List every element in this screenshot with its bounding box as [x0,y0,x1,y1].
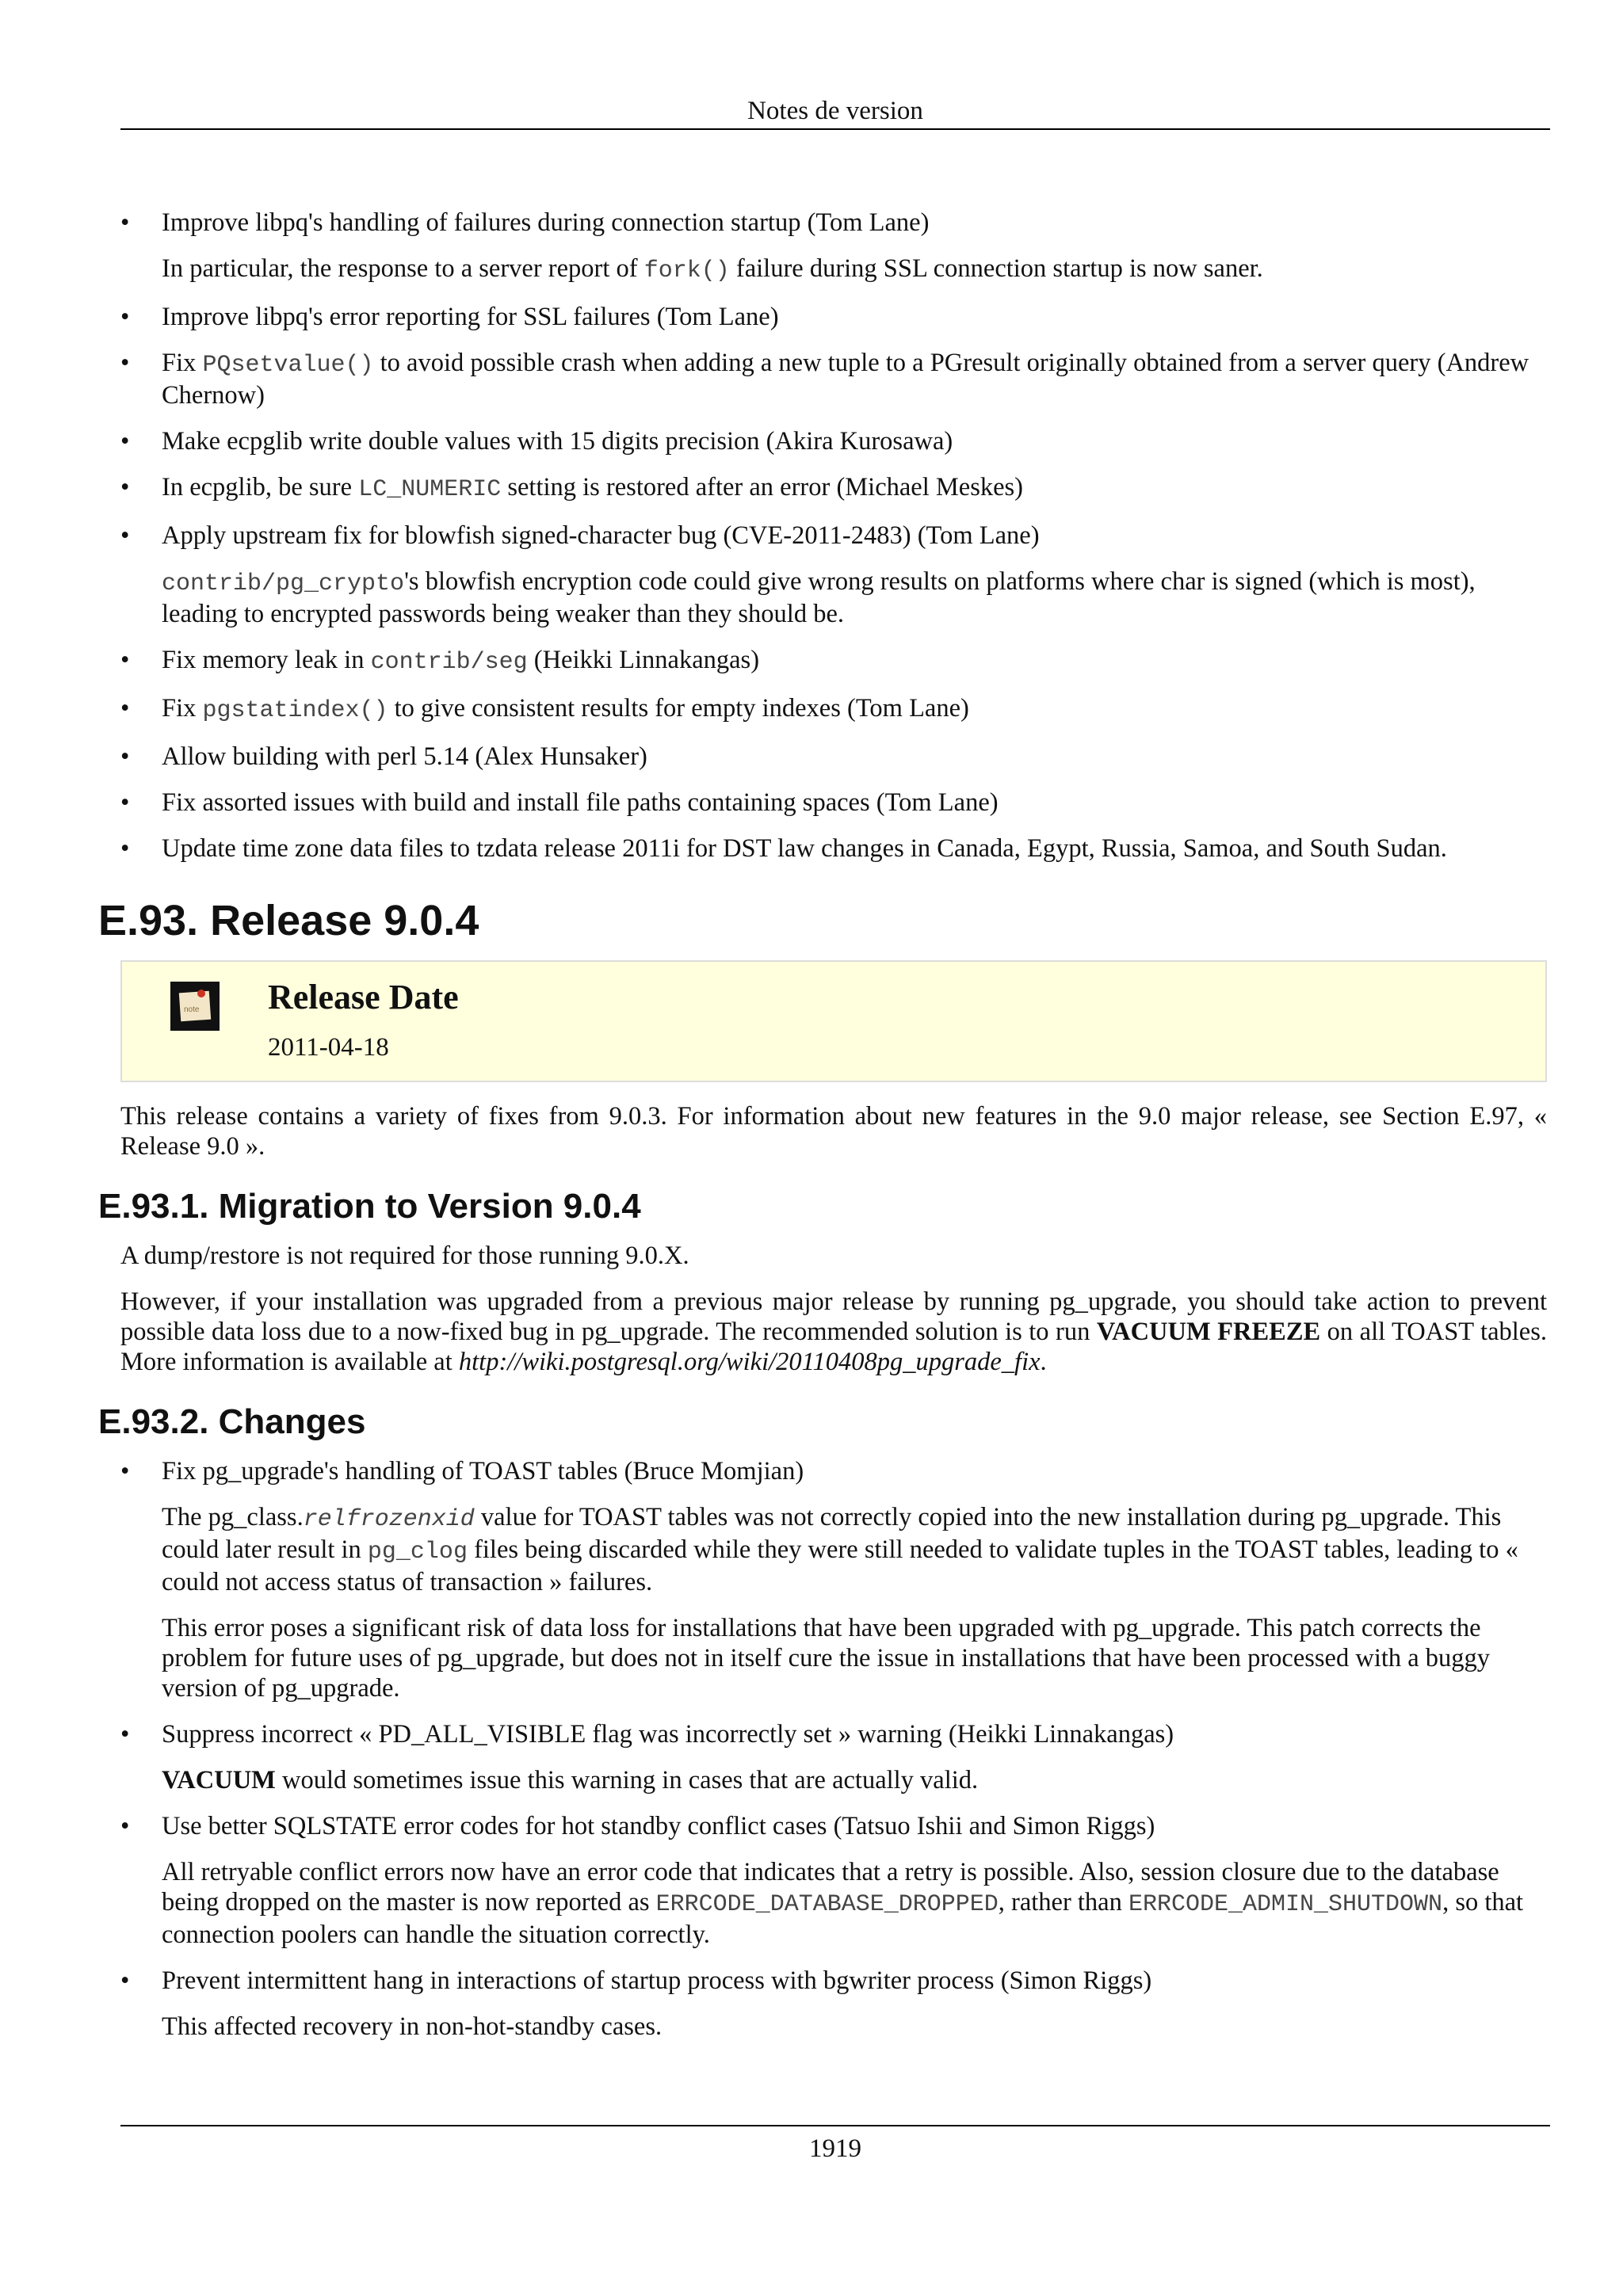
code-literal: PQsetvalue() [202,352,374,379]
list-item-detail [162,1857,1547,1950]
header-rule [120,128,1550,130]
list-item [120,1966,1547,2042]
list-item-text [162,693,1547,726]
list-item-text [162,1719,1547,1749]
list-item-text [162,302,1547,332]
code-literal: ERRCODE_ADMIN_SHUTDOWN [1128,1891,1443,1918]
text-run: Apply upstream fix for blowfish signed-character bug (CVE-2011-2483) (Tom Lane) [162,521,1040,550]
text-run: Fix [162,349,203,377]
list-item [120,693,1547,726]
text-run: The pg_class. [162,1503,304,1531]
list-item-text [162,208,1547,238]
command-name: VACUUM [162,1766,276,1794]
release-date: 2011-04-18 [268,1033,389,1062]
text-run: Improve libpq's error reporting for SSL failures (Tom Lane) [162,303,779,331]
text-run: In ecpglib, be sure [162,473,359,502]
text-run: Fix memory leak in [162,646,371,674]
list-item [120,645,1547,677]
bullet-icon: • [120,742,130,771]
text-run: Update time zone data files to tzdata release 2011i for DST law changes in Canada, Egypt, Russia, Samoa, and South Sudan. [162,834,1447,863]
text-run: , so that connection poolers can handle the situation correctly. [162,1888,1524,1949]
bullet-icon: • [120,1966,130,1995]
page-body [98,208,1547,2058]
list-item-text [162,1811,1547,1841]
migration-para-1: A dump/restore is not required for those running 9.0.X. [120,1241,689,1270]
text-run: All retryable conflict errors now have an error code that indicates that a retry is possible. Also, session closure due to the database being dropped on the master is now reported as [162,1858,1499,1917]
text-run: Fix pg_upgrade's handling of TOAST tables (Bruce Momjian) [162,1457,804,1486]
text-run: However, if your installation was upgraded from a previous major release by running pg_upgrade, you should take action to prevent possible data loss due to a now-fixed bug in pg_upgrade. The recommended solution is to run [120,1287,1547,1346]
bullet-icon: • [120,646,130,674]
list-item-text [162,426,1547,456]
text-run: Allow building with perl 5.14 (Alex Hunsaker) [162,742,647,771]
text-run: Improve libpq's handling of failures during connection startup (Tom Lane) [162,208,930,237]
release-date-note [120,960,1547,1082]
text-run: to avoid possible crash when adding a new tuple to a PGresult originally obtained from a server query (Andrew Chernow) [162,349,1529,410]
list-item [120,472,1547,505]
list-item-text [162,521,1547,551]
text-run: Fix [162,694,203,723]
bullet-icon: • [120,1457,130,1486]
list-item-detail [162,1613,1547,1703]
text-run: would sometimes issue this warning in cases that are actually valid. [275,1766,979,1794]
list-item [120,833,1547,864]
text-run: Suppress incorrect « PD_ALL_VISIBLE flag was incorrectly set » warning (Heikki Linnakangas) [162,1720,1174,1749]
text-run: Make ecpglib write double values with 15 digits precision (Akira Kurosawa) [162,427,953,456]
text-run: value for TOAST tables was not correctly copied into the new installation during pg_upgrade. This could later result in [162,1503,1502,1564]
release-heading: E.93. Release 9.0.4 [98,897,479,944]
list-item-text [162,788,1547,818]
code-literal: contrib/pg_crypto [162,570,405,597]
list-item-detail [162,2012,1547,2042]
code-literal: pgstatindex() [202,697,388,724]
note-title: Release Date [268,978,459,1016]
bullet-icon: • [120,1720,130,1749]
changes-list [120,1456,1547,2042]
bullet-icon: • [120,521,130,550]
code-literal: ERRCODE_DATABASE_DROPPED [655,1891,999,1918]
list-item-text [162,348,1547,410]
text-run: to give consistent results for empty indexes (Tom Lane) [388,694,969,723]
list-item [120,426,1547,456]
text-run: Fix assorted issues with build and install file paths containing spaces (Tom Lane) [162,788,999,817]
bullet-icon: • [120,834,130,863]
list-item-text [162,742,1547,772]
list-item [120,742,1547,772]
bullet-icon: • [120,788,130,817]
bullet-icon: • [120,349,130,377]
code-literal: contrib/seg [370,649,528,676]
text-run: In particular, the response to a server report of [162,254,644,283]
list-item-detail [162,254,1547,286]
text-run: Prevent intermittent hang in interactions of startup process with bgwriter process (Simon Riggs) [162,1966,1152,1995]
text-run: setting is restored after an error (Michael Meskes) [501,473,1023,502]
text-run: . [1040,1348,1047,1376]
text-run: (Heikki Linnakangas) [527,646,760,674]
bullet-icon: • [120,694,130,723]
text-run: This affected recovery in non-hot-standby cases. [162,2012,663,2041]
code-literal: LC_NUMERIC [358,476,502,503]
migration-heading: E.93.1. Migration to Version 9.0.4 [98,1187,641,1226]
text-run: This error poses a significant risk of data loss for installations that have been upgraded with pg_upgrade. This patch corrects the problem for future uses of pg_upgrade, but does not in itself cure the issue in installations that have been processed with a buggy version of pg_upgrade. [162,1614,1491,1703]
note-icon [170,981,220,1032]
release-intro: This release contains a variety of fixes from 9.0.3. For information about new features in the 9.0 major release, see Section E.97, « Release 9.0 ». [120,1102,1547,1161]
bug-fix-list [120,208,1547,864]
migration-para-2 [120,1287,1547,1377]
list-item [120,1456,1547,1703]
bullet-icon: • [120,427,130,456]
list-item-detail [162,1765,1547,1795]
page-number: 1919 [809,2134,861,2163]
text-run: on all TOAST tables. More information is available at [120,1318,1547,1376]
bullet-icon: • [120,208,130,237]
command-name: VACUUM FREEZE [1096,1318,1321,1346]
code-literal: fork() [643,257,730,284]
text-run: , rather than [998,1888,1128,1917]
text-run: files being discarded while they were still needed to validate tuples in the TOAST tables, leading to « could not access status of transaction » failures. [162,1535,1518,1596]
bullet-icon: • [120,303,130,331]
list-item [120,302,1547,332]
text-run: 's blowfish encryption code could give wrong results on platforms where char is signed (which is most), leading to encrypted passwords being weaker than they should be. [162,567,1476,628]
code-literal: relfrozenxid [303,1506,475,1533]
list-item [120,788,1547,818]
list-item-detail [162,566,1547,629]
list-item [120,208,1547,286]
text-run: failure during SSL connection startup is now saner. [729,254,1263,283]
bullet-icon: • [120,473,130,502]
bullet-icon: • [120,1812,130,1840]
url-text: http://wiki.postgresql.org/wiki/20110408pg_upgrade_fix [458,1348,1041,1376]
text-run: Use better SQLSTATE error codes for hot standby conflict cases (Tatsuo Ishii and Simon Riggs) [162,1812,1155,1840]
list-item-text [162,645,1547,677]
list-item [120,348,1547,410]
list-item [120,521,1547,629]
code-literal: pg_clog [367,1539,468,1566]
list-item-text [162,472,1547,505]
list-item [120,1719,1547,1795]
list-item-text [162,1456,1547,1486]
footer-rule [120,2125,1550,2126]
list-item-detail [162,1502,1547,1597]
list-item-text [162,1966,1547,1996]
changes-heading: E.93.2. Changes [98,1402,366,1441]
running-header: Notes de version [747,97,923,125]
note-icon-label: note [184,1005,200,1014]
list-item-text [162,833,1547,864]
list-item [120,1811,1547,1950]
